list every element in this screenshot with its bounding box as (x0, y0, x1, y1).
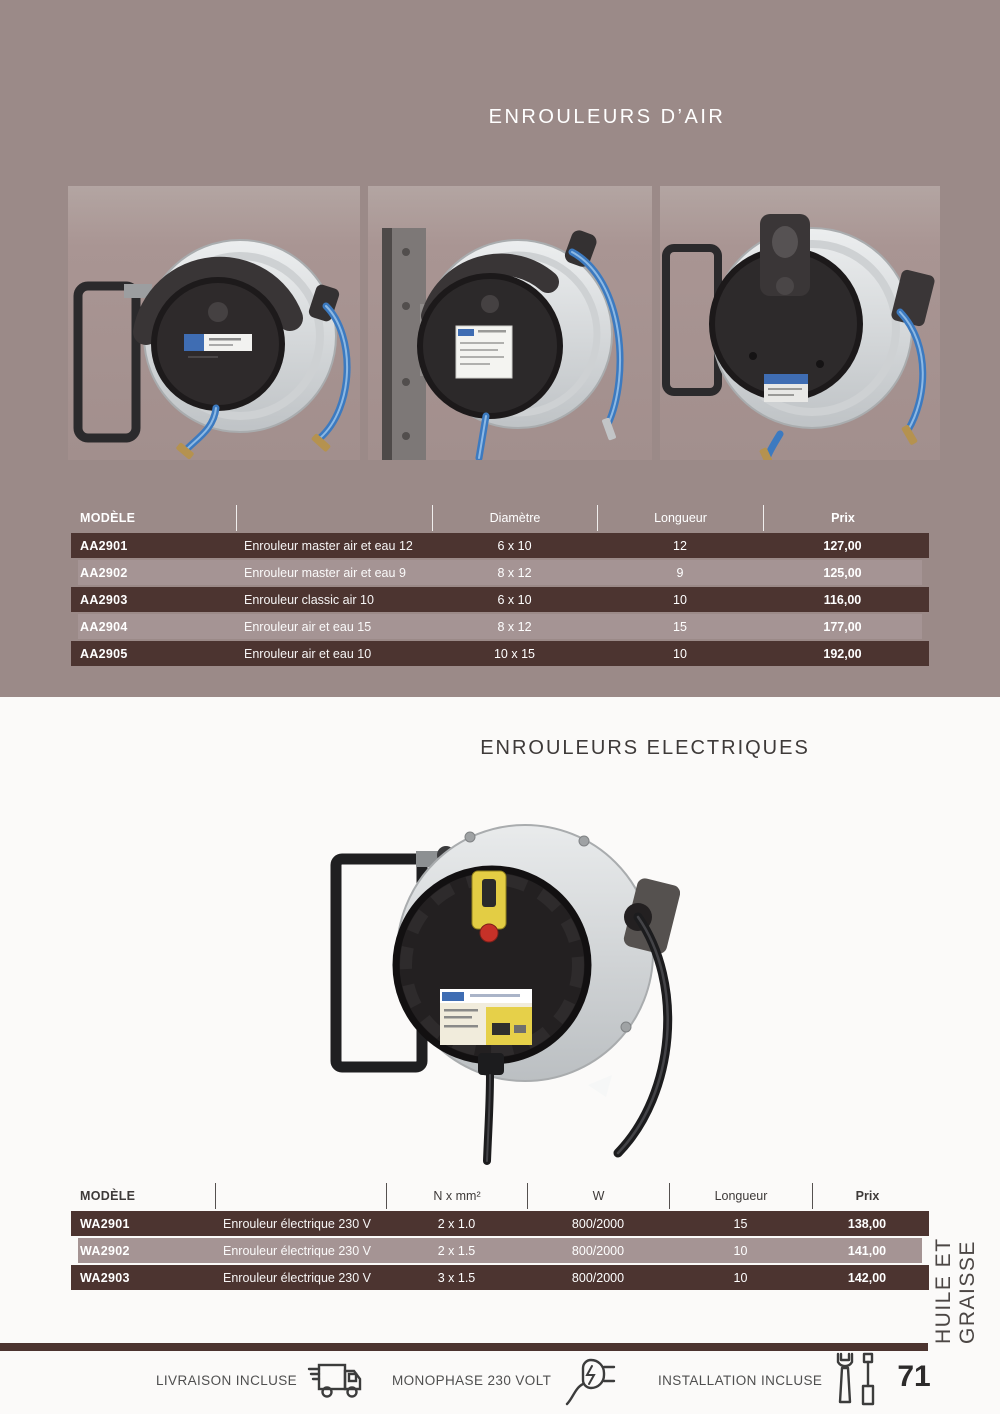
footer-divider (0, 1343, 928, 1351)
table-row (78, 614, 922, 639)
cell-model: AA2905 (80, 646, 128, 661)
air-reel-illustration (68, 186, 360, 460)
table-row (71, 641, 929, 666)
table-row (78, 1238, 922, 1263)
cell-description: Enrouleur master air et eau 9 (244, 565, 406, 580)
air-reel-photo-3 (660, 186, 940, 460)
header-watt: W (527, 1183, 669, 1209)
cell-nxmm: 2 x 1.5 (437, 1243, 476, 1258)
header-modele: MODÈLE (80, 1189, 136, 1203)
cell-longueur: 10 (673, 646, 687, 661)
cell-prix: 141,00 (847, 1243, 887, 1258)
table-header-row (78, 1183, 922, 1209)
cell-description: Enrouleur air et eau 15 (244, 619, 372, 634)
cell-watt: 800/2000 (571, 1243, 625, 1258)
cell-description: Enrouleur électrique 230 V (223, 1216, 372, 1231)
cell-prix: 142,00 (847, 1270, 887, 1285)
electric-reels-table (78, 1183, 922, 1292)
header-diametre: Diamètre (432, 505, 597, 531)
cell-prix: 116,00 (823, 592, 862, 607)
table-row (71, 533, 929, 558)
air-reel-photo-2 (368, 186, 652, 460)
cell-model: WA2903 (80, 1270, 130, 1285)
cell-longueur: 15 (673, 619, 687, 634)
footer-item-monophase (392, 1352, 621, 1408)
table-row (71, 1265, 929, 1290)
cell-longueur: 10 (733, 1270, 748, 1285)
cell-nxmm: 2 x 1.0 (437, 1216, 476, 1231)
header-nxmm: N x mm² (386, 1183, 527, 1209)
delivery-truck-icon (307, 1359, 365, 1401)
cell-longueur: 12 (673, 538, 687, 553)
cell-prix: 138,00 (847, 1216, 887, 1231)
air-reel-photo-1 (68, 186, 360, 460)
cell-diametre: 10 x 15 (493, 646, 535, 661)
footer-label: LIVRAISON INCLUSE (156, 1372, 298, 1388)
page-number: 71 (897, 1360, 931, 1393)
cell-diametre: 6 x 10 (497, 592, 532, 607)
cell-model: AA2901 (80, 538, 128, 553)
header-blank (236, 505, 432, 531)
cell-diametre: 8 x 12 (497, 565, 532, 580)
cell-model: AA2904 (80, 619, 128, 634)
electric-reel-photo (320, 793, 680, 1165)
table-row (71, 587, 929, 612)
sidebar-category-label: HUILE ET GRAISSE (932, 1237, 979, 1344)
cell-longueur: 15 (733, 1216, 748, 1231)
cell-longueur: 9 (676, 565, 684, 580)
header-prix: Prix (763, 505, 922, 531)
cell-description: Enrouleur électrique 230 V (223, 1270, 372, 1285)
header-blank (215, 1183, 386, 1209)
table-header-row (78, 505, 922, 531)
header-prix: Prix (812, 1183, 922, 1209)
cell-model: WA2901 (80, 1216, 130, 1231)
table-row (78, 560, 922, 585)
cell-watt: 800/2000 (571, 1270, 625, 1285)
cell-prix: 177,00 (823, 619, 862, 634)
electric-reel-illustration (320, 793, 680, 1165)
cell-description: Enrouleur classic air 10 (244, 592, 374, 607)
cell-prix: 125,00 (823, 565, 862, 580)
cell-longueur: 10 (733, 1243, 748, 1258)
footer-item-installation (658, 1352, 880, 1408)
air-reels-table (78, 505, 922, 668)
air-reels-section (0, 0, 1000, 697)
footer-label: MONOPHASE 230 VOLT (392, 1372, 552, 1388)
footer-label: INSTALLATION INCLUSE (658, 1372, 823, 1388)
cell-diametre: 6 x 10 (497, 538, 532, 553)
air-reel-illustration (660, 186, 940, 460)
cell-model: AA2903 (80, 592, 128, 607)
cell-longueur: 10 (673, 592, 687, 607)
air-section-title: ENROULEURS D’AIR (488, 106, 726, 128)
cell-model: AA2902 (80, 565, 128, 580)
cell-description: Enrouleur électrique 230 V (223, 1243, 372, 1258)
cell-description: Enrouleur air et eau 10 (244, 646, 372, 661)
header-longueur: Longueur (597, 505, 763, 531)
tools-icon (832, 1350, 880, 1410)
cell-diametre: 8 x 12 (497, 619, 532, 634)
cell-prix: 192,00 (823, 646, 862, 661)
footer-item-delivery (156, 1352, 365, 1408)
cell-description: Enrouleur master air et eau 12 (244, 538, 413, 553)
table-row (71, 1211, 929, 1236)
cell-prix: 127,00 (823, 538, 862, 553)
electric-section-title: ENROULEURS ELECTRIQUES (480, 737, 810, 759)
air-reel-illustration (368, 186, 652, 460)
cell-model: WA2902 (80, 1243, 130, 1258)
header-longueur: Longueur (669, 1183, 812, 1209)
header-modele: MODÈLE (80, 511, 136, 525)
power-plug-icon (561, 1350, 621, 1410)
cell-nxmm: 3 x 1.5 (437, 1270, 476, 1285)
cell-watt: 800/2000 (571, 1216, 625, 1231)
